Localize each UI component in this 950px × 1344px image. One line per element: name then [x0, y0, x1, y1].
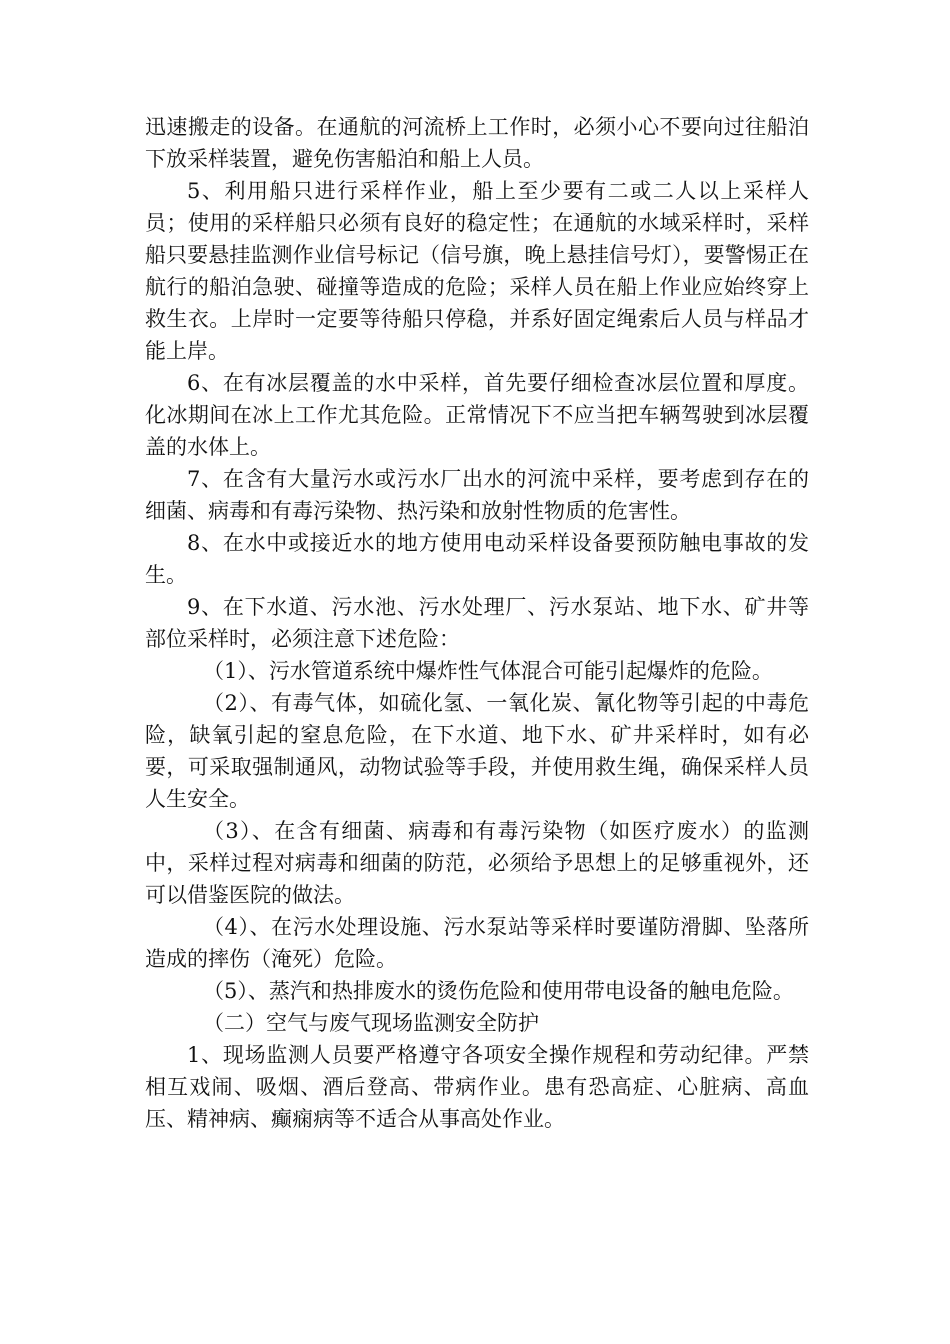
- paragraph-item-9: 9、在下水道、污水池、污水处理厂、污水泵站、地下水、矿井等部位采样时，必须注意下述危险：: [145, 595, 809, 651]
- paragraph-item-6: 6、在有冰层覆盖的水中采样，首先要仔细检查冰层位置和厚度。化冰期间在冰上工作尤其危险。正常情况下不应当把车辆驾驶到冰层覆盖的水体上。: [145, 371, 809, 459]
- subitem-1: （1）、污水管道系统中爆炸性气体混合可能引起爆炸的危险。: [203, 659, 773, 683]
- subitem-4: （4）、在污水处理设施、污水泵站等采样时要谨防滑脚、坠落所造成的摔伤（淹死）危险。: [145, 915, 809, 971]
- document-page: [145, 111, 809, 1135]
- subitem-5: （5）、蒸汽和热排废水的烫伤危险和使用带电设备的触电危险。: [203, 979, 794, 1003]
- section-heading: （二）空气与废气现场监测安全防护: [203, 1011, 539, 1035]
- paragraph-item-8: 8、在水中或接近水的地方使用电动采样设备要预防触电事故的发生。: [145, 531, 809, 587]
- paragraph-item-7: 7、在含有大量污水或污水厂出水的河流中采样，要考虑到存在的细菌、病毒和有毒污染物、热污染和放射性物质的危害性。: [145, 467, 809, 523]
- subitem-3: （3）、在含有细菌、病毒和有毒污染物（如医疗废水）的监测中，采样过程对病毒和细菌的防范，必须给予思想上的足够重视外，还可以借鉴医院的做法。: [145, 819, 809, 907]
- subitem-2: （2）、有毒气体，如硫化氢、一氧化炭、氰化物等引起的中毒危险，缺氧引起的窒息危险，在下水道、地下水、矿井采样时，如有必要，可采取强制通风，动物试验等手段，并使用救生绳，确保采样人员人生安全。: [145, 691, 809, 811]
- paragraph-item-5: 5、利用船只进行采样作业，船上至少要有二或二人以上采样人员；使用的采样船只必须有良好的稳定性；在通航的水域采样时，采样船只要悬挂监测作业信号标记（信号旗，晚上悬挂信号灯），要警惕正在航行的船泊急驶、碰撞等造成的危险；采样人员在船上作业应始终穿上救生衣。上岸时一定要等待船只停稳，并系好固定绳索后人员与样品才能上岸。: [145, 179, 809, 363]
- paragraph-continuation: 迅速搬走的设备。在通航的河流桥上工作时，必须小心不要向过往船泊下放采样装置，避免伤害船泊和船上人员。: [145, 115, 809, 171]
- paragraph-air-item-1: 1、现场监测人员要严格遵守各项安全操作规程和劳动纪律。严禁相互戏闹、吸烟、酒后登高、带病作业。患有恐高症、心脏病、高血压、精神病、癫痫病等不适合从事高处作业。: [145, 1043, 809, 1131]
